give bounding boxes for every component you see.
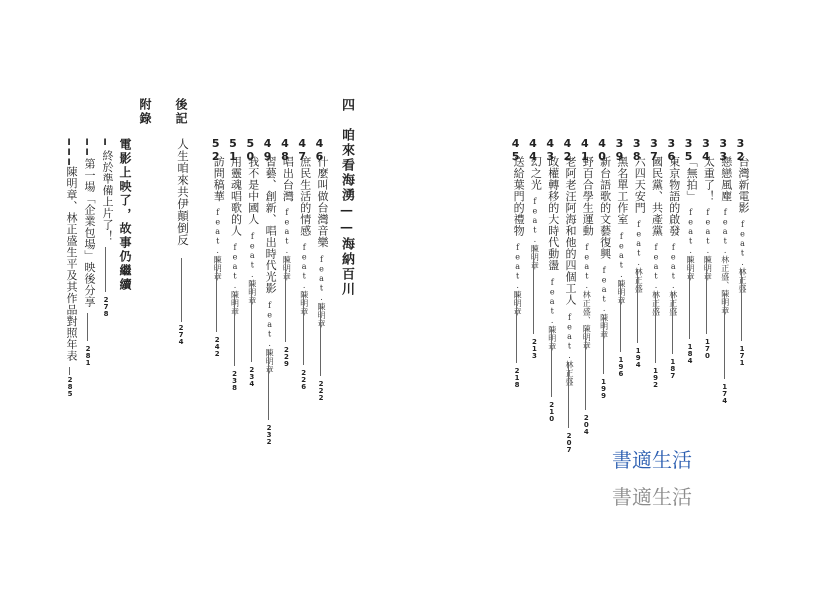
entry-number: 36 [664,137,678,163]
toc-entry[interactable] [734,0,750,595]
leader-line [533,246,534,334]
leader-line [285,257,286,342]
page-number: 232 [265,424,274,445]
page-number: 207 [565,432,573,453]
entry-number: 46 [313,137,326,163]
toc-entry[interactable] [578,0,594,595]
page-number: 194 [634,347,643,368]
page-number: 192 [651,367,660,388]
page-number: 170 [703,338,712,359]
entry-number: II [82,138,92,158]
toc-entry[interactable] [561,0,577,595]
toc-entry[interactable] [227,0,243,595]
entry-featuring: feat.陳明章 [599,266,609,340]
entry-featuring: feat.林正盛 [634,220,644,293]
leader-line [620,281,621,352]
entry-title[interactable]: 「無拍」 [685,156,699,202]
leader-line [603,315,604,374]
entry-featuring: feat.林正盛 [565,312,574,386]
entry-number: 52 [209,137,223,163]
entry-featuring: feat.陳明章 [247,231,257,305]
leader-line [637,269,638,343]
entry-title[interactable]: 政權轉移的大時代動盪 [546,156,560,271]
page-number: 285 [66,376,74,397]
entry-number: 40 [595,137,609,163]
toc-entry[interactable] [278,0,294,595]
entry-number: 35 [682,137,696,163]
entry-number: 44 [526,137,540,163]
entry-number: 32 [734,137,747,163]
toc-entry[interactable] [509,0,525,595]
leader-line [568,362,569,428]
page-number: 234 [247,366,256,387]
toc-entry[interactable] [313,0,329,595]
leader-line [585,328,586,410]
entry-featuring: feat.林正盛、陳明章 [582,243,592,351]
entry-number: I [100,138,110,148]
publisher-logo-blue: 書適生活 [612,448,692,472]
entry-title[interactable]: 六四天安門 [633,156,647,214]
entry-featuring: feat.陳明章 [265,301,275,375]
toc-entry[interactable] [526,0,542,595]
page-number: 204 [582,414,591,435]
appendix-label: 附錄 [138,98,152,126]
leader-line [724,293,725,379]
toc-entry[interactable] [596,0,612,595]
page-number: 199 [599,378,608,399]
entry-featuring: feat.陳明章 [530,196,540,270]
page-number: 210 [547,401,556,422]
leader-line [234,292,235,366]
entry-number: 34 [699,137,713,163]
leader-line [87,313,88,341]
entry-title[interactable]: 國民黨、共產黨 [650,156,664,237]
entry-number: 50 [243,137,257,163]
entry-featuring: feat.陳明章 [616,231,626,305]
page-number: 278 [102,296,110,317]
leader-line [303,292,304,365]
leader-line [741,269,742,341]
appendix-title: 電影上映了，故事仍繼續 [118,138,132,292]
afterword-label: 後記 [174,98,188,126]
chapter-title: 咱來看海湧——海納百川 [339,128,354,297]
entry-number: 45 [509,137,523,163]
page-number: 174 [720,383,729,404]
appendix-entry[interactable] [98,0,114,595]
entry-featuring: feat.陳明章 [230,243,240,317]
entry-title[interactable]: 我不是中國人 [246,156,260,225]
entry-title[interactable]: 戀戀風塵 [719,156,733,202]
entry-title[interactable]: 幻之光 [529,156,543,191]
toc-entry[interactable] [209,0,225,595]
leader-line [268,350,269,420]
leader-line [706,257,707,334]
entry-number: 48 [278,137,292,163]
page-number: 222 [317,380,325,401]
page-number: 187 [668,358,677,379]
entry-title[interactable]: 東京物語的啟發 [667,156,681,237]
entry-title[interactable]: 唱出台灣 [281,156,295,202]
toc-entry[interactable] [261,0,277,595]
entry-title[interactable]: 野百合學生運動 [581,156,595,237]
entry-title[interactable]: 第一場「企業包場」映後分享 [83,158,96,308]
entry-featuring: feat.陳明章 [686,208,696,282]
leader-line [320,304,321,376]
publisher-logo-gray: 書適生活 [612,485,692,509]
leader-line [216,257,217,332]
entry-number: 41 [578,137,592,163]
entry-featuring: feat.陳明章 [282,208,292,282]
entry-title[interactable]: 終於準備上片了！ [101,150,114,242]
leader-line [69,367,70,375]
entry-number: 43 [543,137,557,163]
page-number: 218 [513,367,522,388]
toc-entry[interactable] [544,0,560,595]
page-number: 196 [616,356,625,377]
entry-title[interactable]: 老阿老汪阿海和他的四個工人 [564,156,577,306]
entry-featuring: feat.陳明章 [547,278,557,351]
entry-title[interactable]: 庶民生活的情感 [298,156,312,237]
leader-line [181,258,182,322]
entry-number: III [64,138,74,168]
entry-featuring: feat.陳明章 [703,208,713,282]
page-number: 274 [177,324,185,345]
entry-featuring: feat.陳明章 [317,254,326,328]
leader-line [551,327,552,397]
entry-featuring: feat.陳明章 [213,208,223,282]
entry-number: 51 [226,137,240,163]
entry-featuring: feat.林正盛 [738,220,747,293]
entry-title[interactable]: 用靈魂唱歌的人 [229,156,243,237]
entry-title[interactable]: 新台語歌的文藝復興 [598,156,612,260]
page-number: 171 [738,345,746,366]
appendix-entry[interactable] [80,0,96,595]
entry-title[interactable]: 訪問稿華 [212,156,226,202]
entry-number: 39 [612,137,626,163]
entry-featuring: feat.陳明章 [299,243,309,317]
page-number: 281 [84,345,92,366]
page-number: 238 [230,370,239,391]
page-number: 213 [530,338,539,359]
entry-title[interactable]: 送給葉門的禮物 [512,156,526,237]
entry-number: 42 [561,137,574,163]
entry-title[interactable]: 太重了！ [702,156,716,202]
entry-title[interactable]: 台灣新電影 [737,156,750,214]
afterword-title[interactable]: 人生咱來共伊顛倒反 [176,138,190,246]
leader-line [516,292,517,363]
appendix-heading [115,0,155,595]
entry-number: 47 [295,137,309,163]
appendix-entry[interactable] [62,0,78,595]
entry-number: 49 [261,137,275,163]
chapter-heading [337,0,357,595]
leader-line [251,281,252,362]
toc-entry[interactable] [717,0,733,595]
chapter-number: 四 [339,98,354,111]
entry-number: 38 [630,137,644,163]
leader-line [655,292,656,363]
entry-title[interactable]: 什麼叫做台灣音樂 [316,156,329,248]
entry-number: 33 [716,137,730,163]
leader-line [105,247,106,292]
page-number: 226 [299,369,308,390]
entry-featuring: feat.陳明章 [513,243,523,317]
entry-title[interactable]: 黑名單工作室 [615,156,629,225]
toc-entry[interactable] [296,0,312,595]
leader-line [689,257,690,339]
entry-featuring: feat.林正盛 [651,243,661,317]
page-number: 229 [282,346,291,367]
entry-number: 37 [647,137,661,163]
entry-featuring: feat.林正盛、陳明章 [720,208,730,316]
entry-featuring: feat.林正盛 [668,243,678,317]
afterword-entry [173,0,193,595]
toc-entry[interactable] [699,0,715,595]
page-number: 184 [686,343,695,364]
toc-entry[interactable] [244,0,260,595]
leader-line [672,292,673,354]
entry-title[interactable]: 習藝、創新、唱出時代光影 [264,156,278,294]
page-number: 242 [213,336,222,357]
entry-title[interactable]: 陳明章、林正盛生平及其作品對照年表 [65,166,78,362]
